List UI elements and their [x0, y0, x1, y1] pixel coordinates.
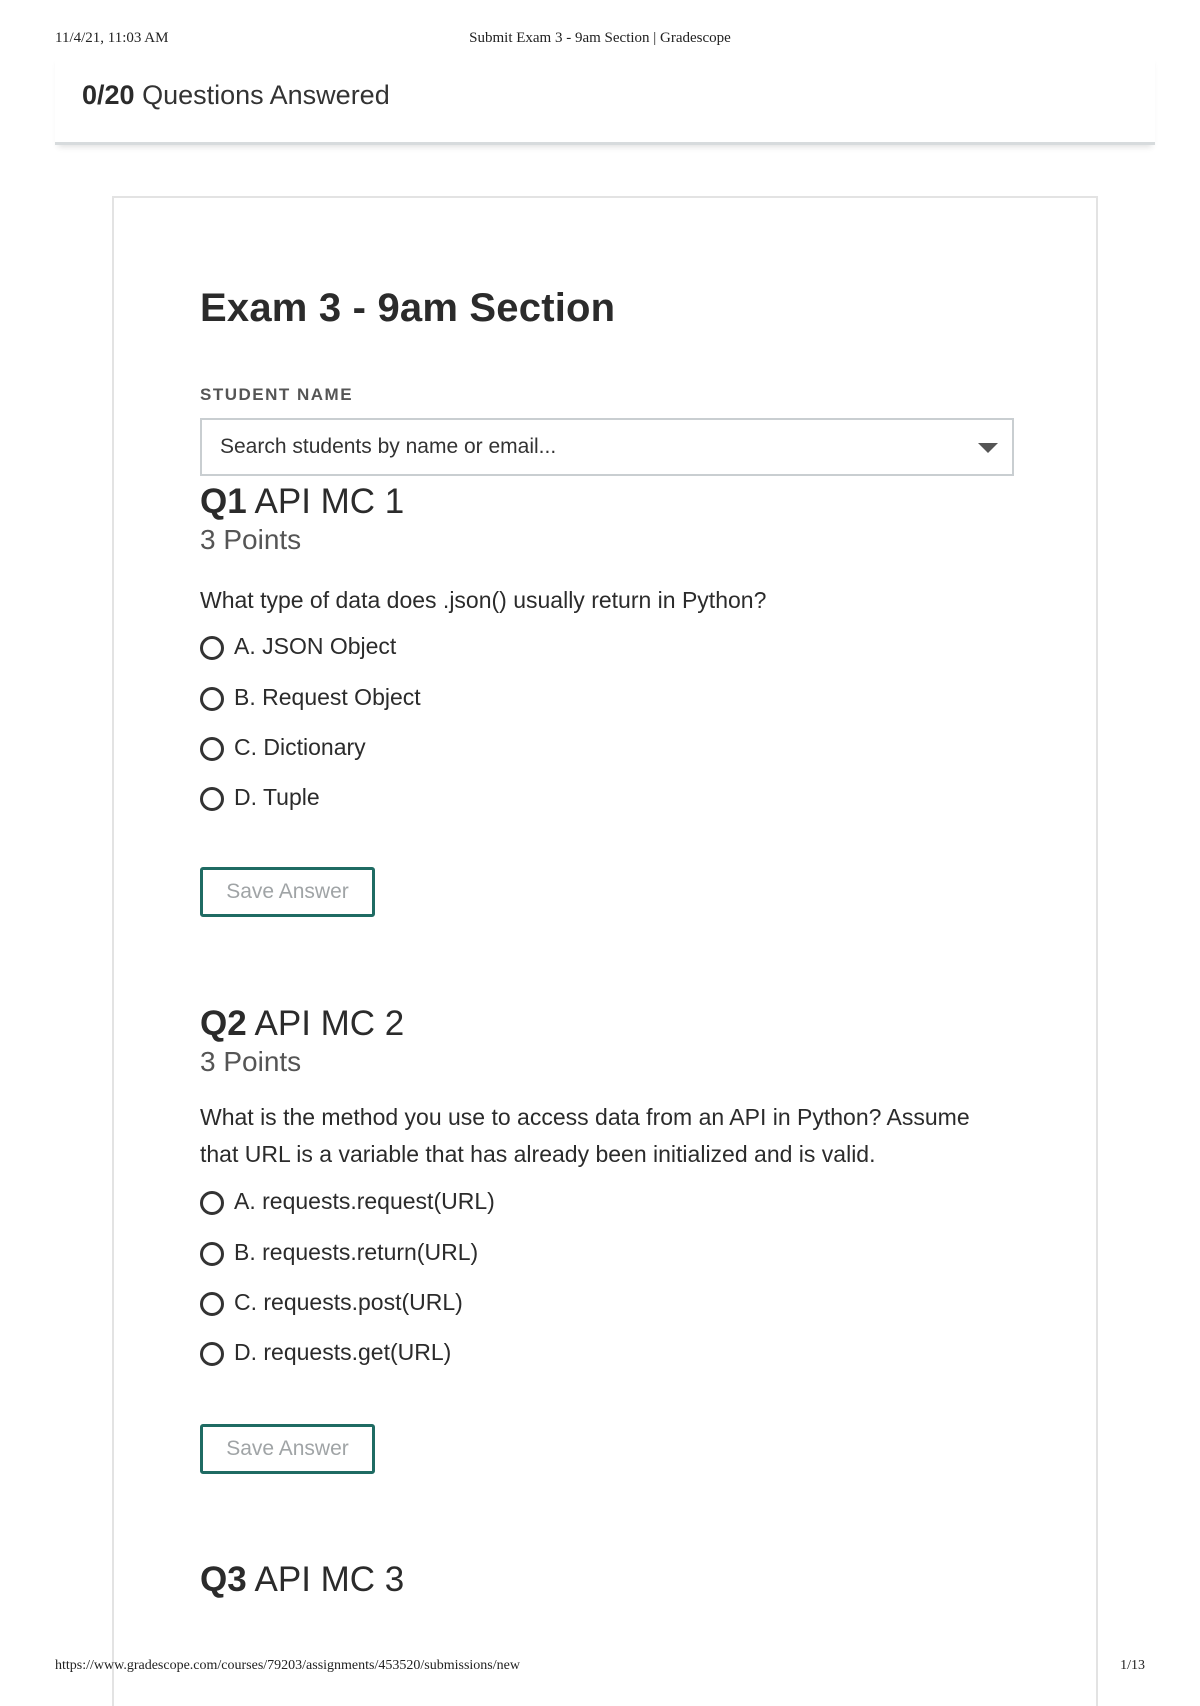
- question-title: API MC 1: [254, 482, 405, 521]
- print-page-title: Submit Exam 3 - 9am Section | Gradescope: [469, 30, 731, 46]
- radio-button[interactable]: [200, 1191, 224, 1215]
- radio-button[interactable]: [200, 787, 224, 811]
- radio-button[interactable]: [200, 687, 224, 711]
- radio-button[interactable]: [200, 636, 224, 660]
- student-search-placeholder: Search students by name or email...: [220, 435, 557, 458]
- option-label: A. requests.request(URL): [234, 1188, 495, 1214]
- print-url: https://www.gradescope.com/courses/79203/assignments/453520/submissions/new: [55, 1658, 520, 1673]
- question-points: 3 Points: [200, 1046, 302, 1077]
- question-heading: [200, 482, 404, 522]
- print-datetime: 11/4/21, 11:03 AM: [55, 30, 169, 46]
- radio-button[interactable]: [200, 1242, 224, 1266]
- radio-button[interactable]: [200, 1292, 224, 1316]
- option-label: A. JSON Object: [234, 633, 397, 659]
- print-footer: [55, 1658, 1145, 1680]
- answered-count: 0/20: [82, 80, 135, 110]
- student-name-label: STUDENT NAME: [200, 385, 354, 404]
- question-title: API MC 3: [254, 1560, 405, 1599]
- print-page-number: 1/13: [1120, 1658, 1145, 1673]
- student-search-select[interactable]: [200, 418, 1014, 476]
- progress-status: [82, 80, 390, 111]
- option-label: B. requests.return(URL): [234, 1239, 479, 1265]
- option-label: B. Request Object: [234, 684, 421, 710]
- question-prompt: What is the method you use to access data from an API in Python? Assume that URL is a variable that has already been initialized and is valid.: [200, 1104, 970, 1167]
- question-heading: [200, 1004, 404, 1044]
- print-header: [55, 30, 1145, 52]
- exam-title: Exam 3 - 9am Section: [200, 286, 616, 330]
- question-number: Q3: [200, 1560, 247, 1599]
- option-label: C. requests.post(URL): [234, 1289, 463, 1315]
- chevron-down-icon[interactable]: [978, 443, 998, 453]
- question-points: 3 Points: [200, 524, 302, 555]
- question-number: Q1: [200, 482, 247, 521]
- save-answer-button[interactable]: Save Answer: [200, 1424, 375, 1474]
- question-heading: [200, 1560, 404, 1600]
- answered-label: Questions Answered: [142, 80, 390, 110]
- option-label: D. Tuple: [234, 784, 320, 810]
- radio-button[interactable]: [200, 1342, 224, 1366]
- question-number: Q2: [200, 1004, 247, 1043]
- option-label: C. Dictionary: [234, 734, 366, 760]
- option-label: D. requests.get(URL): [234, 1339, 452, 1365]
- progress-header: [55, 55, 1155, 145]
- question-prompt: What type of data does .json() usually return in Python?: [200, 587, 767, 613]
- radio-button[interactable]: [200, 737, 224, 761]
- exam-card: [112, 196, 1098, 1706]
- question-title: API MC 2: [254, 1004, 405, 1043]
- save-answer-button[interactable]: Save Answer: [200, 867, 375, 917]
